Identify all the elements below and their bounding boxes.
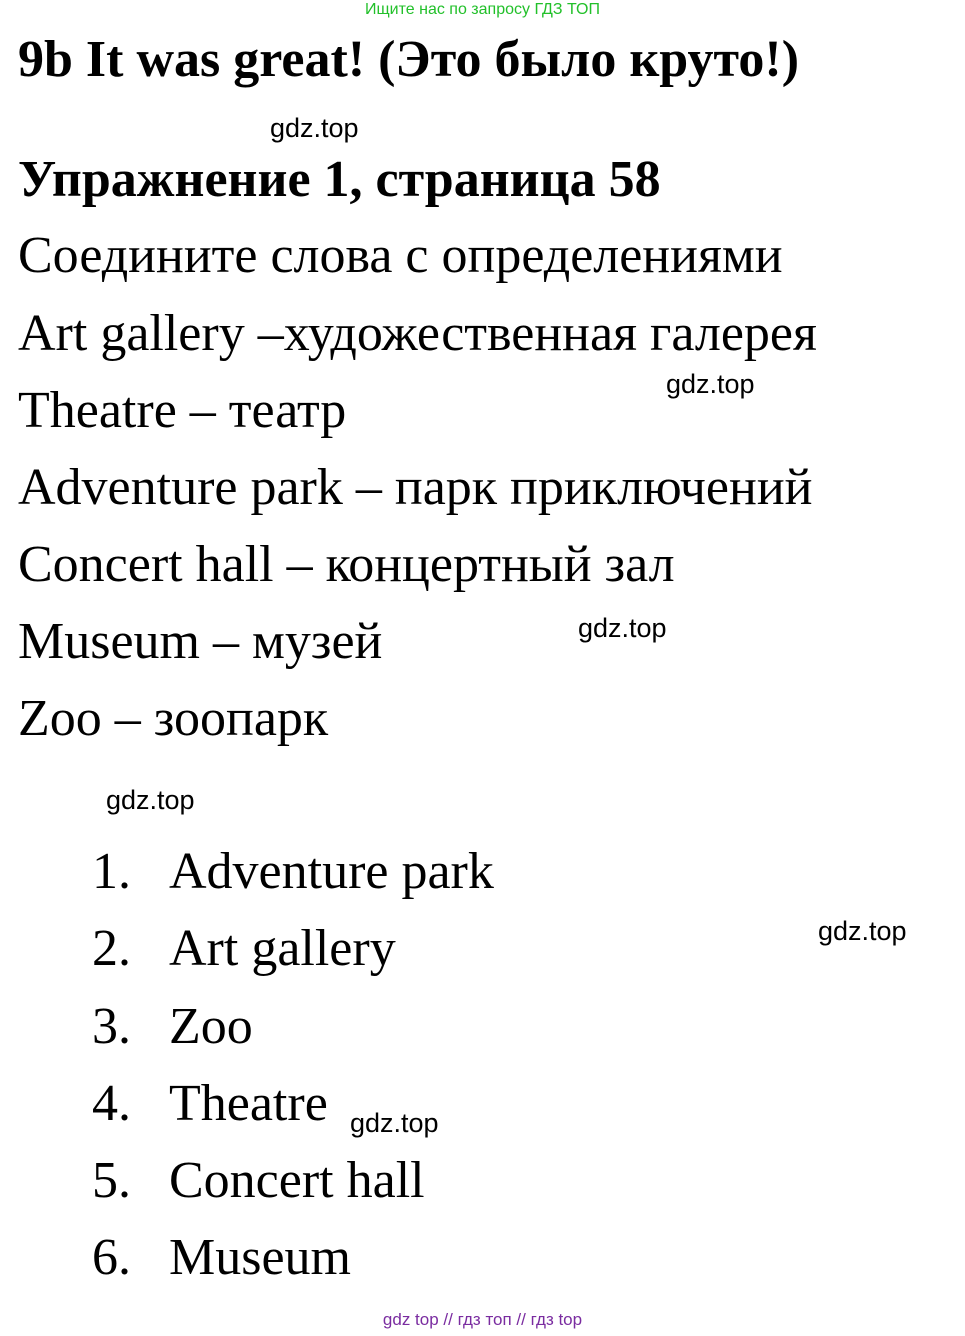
exercise-heading: Упражнение 1, страница 58 — [18, 151, 661, 208]
answer-number: 4. — [92, 1075, 131, 1132]
answer-number: 3. — [92, 998, 131, 1055]
page-title: 9b It was great! (Это было круто!) — [18, 31, 800, 88]
pair-line: Adventure park – парк приключений — [18, 459, 813, 516]
answer-item: Adventure park — [169, 843, 494, 900]
answer-number: 1. — [92, 843, 131, 900]
watermark: gdz.top — [818, 916, 907, 946]
footer-watermark: gdz top // гдз топ // гдз top — [382, 1310, 583, 1329]
search-banner: Ищите нас по запросу ГДЗ ТОП — [365, 1, 600, 18]
instruction: Соедините слова с определениями — [18, 227, 783, 284]
watermark: gdz.top — [350, 1108, 439, 1138]
answer-item: Concert hall — [169, 1152, 425, 1209]
answer-number: 6. — [92, 1229, 131, 1286]
watermark: gdz.top — [578, 613, 667, 643]
answer-item: Art gallery — [169, 920, 396, 977]
pair-line: Museum – музей — [18, 613, 383, 670]
answer-number: 2. — [92, 920, 131, 977]
pair-line: Zoo – зоопарк — [18, 690, 329, 747]
watermark: gdz.top — [666, 369, 755, 399]
answer-item: Theatre — [169, 1075, 328, 1132]
watermark: gdz.top — [106, 785, 195, 815]
answer-item: Zoo — [169, 998, 253, 1055]
pair-line: Concert hall – концертный зал — [18, 536, 675, 593]
watermark: gdz.top — [270, 113, 359, 143]
answer-number: 5. — [92, 1152, 131, 1209]
pair-line: Theatre – театр — [18, 382, 347, 439]
answer-item: Museum — [169, 1229, 351, 1286]
pair-line: Art gallery –художественная галерея — [18, 305, 817, 362]
